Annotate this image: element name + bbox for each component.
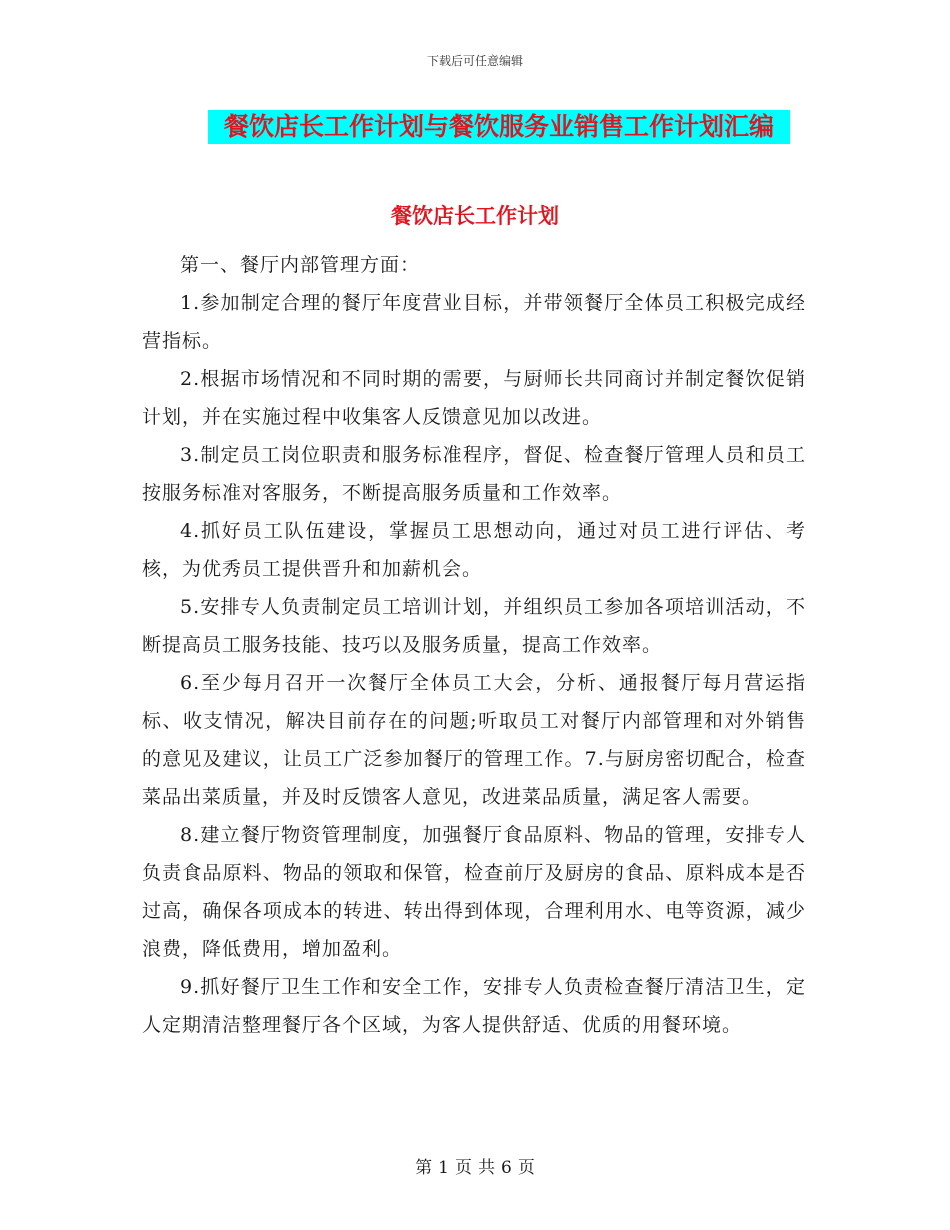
- footer-total-pages: 6: [501, 1158, 512, 1178]
- page-footer: [0, 1153, 950, 1178]
- header-note: 下载后可任意编辑: [426, 54, 523, 68]
- paragraph-item-3: 3.制定员工岗位职责和服务标准程序，督促、检查餐厅管理人员和员工按服务标准对客服务，不断提高服务质量和工作效率。: [142, 444, 806, 504]
- paragraph-item-2: 2.根据市场情况和不同时期的需要，与厨师长共同商讨并制定餐饮促销计划，并在实施过程中收集客人反馈意见加以改进。: [142, 368, 806, 428]
- paragraph-item-9: 9.抓好餐厅卫生工作和安全工作，安排专人负责检查餐厅清洁卫生，定人定期清洁整理餐厅各个区域，为客人提供舒适、优质的用餐环境。: [142, 976, 806, 1036]
- section-title: 餐饮店长工作计划: [391, 203, 559, 228]
- paragraph-section-heading: 第一、餐厅内部管理方面：: [180, 254, 421, 276]
- paragraph-item-5: 5.安排专人负责制定员工培训计划，并组织员工参加各项培训活动，不断提高员工服务技能、技巧以及服务质量，提高工作效率。: [142, 596, 806, 656]
- main-title-highlight: [208, 110, 790, 144]
- paragraph-item-8: 8.建立餐厅物资管理制度，加强餐厅食品原料、物品的管理，安排专人负责食品原料、物品的领取和保管，检查前厅及厨房的食品、原料成本是否过高，确保各项成本的转进、转出得到体现，合理利用水、电等资源，减少浪费，降低费用，增加盈利。: [142, 824, 806, 960]
- paragraph-item-6-7: 6.至少每月召开一次餐厅全体员工大会，分析、通报餐厅每月营运指标、收支情况，解决目前存在的问题;听取员工对餐厅内部管理和对外销售的意见及建议，让员工广泛参加餐厅的管理工作。7.与厨房密切配合，检查菜品出菜质量，并及时反馈客人意见，改进菜品质量，满足客人需要。: [142, 672, 806, 808]
- footer-suffix: 页: [517, 1158, 535, 1178]
- footer-total-word: 共: [478, 1158, 495, 1178]
- footer-prefix: 第: [415, 1158, 433, 1178]
- footer-page-word: 页: [455, 1158, 472, 1178]
- main-title: 餐饮店长工作计划与餐饮服务业销售工作计划汇编: [208, 110, 790, 144]
- paragraph-item-4: 4.抓好员工队伍建设，掌握员工思想动向，通过对员工进行评估、考核，为优秀员工提供晋升和加薪机会。: [142, 520, 806, 580]
- footer-current-page: 1: [438, 1158, 449, 1178]
- document-body: [142, 246, 806, 1044]
- paragraph-item-1: 1.参加制定合理的餐厅年度营业目标，并带领餐厅全体员工积极完成经营指标。: [142, 292, 806, 352]
